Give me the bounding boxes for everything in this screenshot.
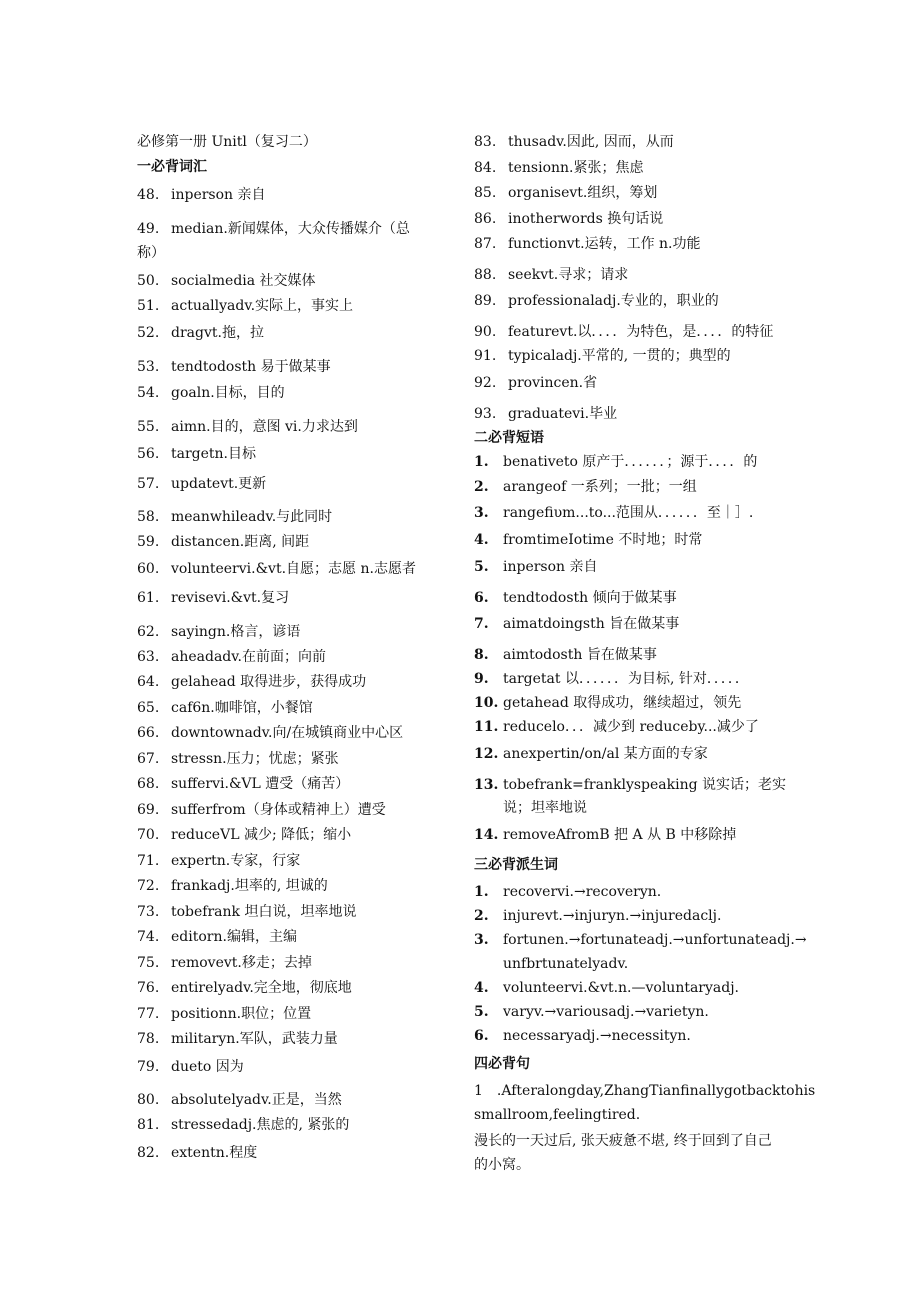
section-heading-derived: 三必背派生词 [474,857,558,873]
vocab-item: 60. volunteervi.&vt.自愿；志愿 n.志愿者 [137,561,416,577]
derived-item: 2. injurevt.→injuryn.→injuredaclj. [474,908,722,924]
derived-item: 3. fortunen.→fortunateadj.→unfortunateadj.→ [474,932,807,948]
vocab-item: 53. tendtodosth 易于做某事 [137,359,331,375]
vocab-item: 89. professionaladj.专业的，职业的 [474,293,719,309]
vocab-item-continuation: 称） [137,245,165,261]
vocab-item: 75. removevt.移走；去掉 [137,955,312,971]
vocab-item: 92. provincen.省 [474,375,598,391]
vocab-item: 81. stressedadj.焦虑的, 紧张的 [137,1117,350,1133]
section-heading-sentences: 四必背句 [474,1056,530,1072]
vocab-item: 74. editorn.编辑，主编 [137,929,297,945]
phrase-item: 3. rangefiυm...to...范围从．．．．．．至｜］. [474,505,754,521]
vocab-item: 83. thusadv.因此, 因而，从而 [474,134,674,150]
page-title: 必修第一册 Unitl（复习二） [137,134,317,150]
phrase-item: 13. tobefrank=franklyspeaking 说实话；老实 [474,777,787,793]
vocab-item: 57. updatevt.更新 [137,476,267,492]
vocab-item: 50. socialmedia 社交媒体 [137,273,316,289]
vocab-item: 77. positionn.职位；位置 [137,1006,312,1022]
vocab-item: 64. gelahead 取得进步，获得成功 [137,674,367,690]
sentence-english: 1 .Afteralongday,ZhangTianfinallygotbacktohis smallroom,feelingtired. [474,1083,816,1123]
phrase-item: 8. aimtodosth 旨在做某事 [474,647,657,663]
phrase-item: 11. reducelo．．．减少到 reduceby...减少了 [474,719,759,735]
vocab-item: 84. tensionn.紧张；焦虑 [474,160,644,176]
phrase-item: 1. benativeto 原产于．．．．．．；源于．．．．的 [474,454,758,470]
phrase-item: 9. targetat 以．．．．．．为目标, 针对．．．．． [474,671,749,687]
phrase-item-continuation: 说；坦率地说 [503,800,587,816]
vocab-item: 80. absolutelyadv.正是，当然 [137,1092,342,1108]
vocab-item: 73. tobefrank 坦白说，坦率地说 [137,904,357,920]
vocab-item: 65. caf6n.咖啡馆，小餐馆 [137,700,313,716]
section-heading-vocab: 一必背词汇 [137,159,207,175]
phrase-item: 6. tendtodosth 倾向于做某事 [474,590,677,606]
vocab-item: 69. sufferfrom（身体或精神上）遭受 [137,802,386,818]
vocab-item: 67. stressn.压力；忧虑；紧张 [137,751,339,767]
phrase-item: 12. anexpertin/on/al 某方面的专家 [474,746,708,762]
vocab-item: 87. functionvt.运转，工作 n.功能 [474,236,701,252]
vocab-item: 58. meanwhileadv.与此同时 [137,509,333,525]
vocab-item: 93. graduatevi.毕业 [474,406,618,422]
phrase-item: 4. fromtimeIotime 不时地；时常 [474,532,703,548]
vocab-item: 71. expertn.专家，行家 [137,853,301,869]
derived-item: 4. volunteervi.&vt.n.—voluntaryadj. [474,980,740,996]
phrase-item: 14. removeAfromB 把 A 从 B 中移除掉 [474,827,737,843]
vocab-item: 88. seekvt.寻求；请求 [474,267,629,283]
vocab-item: 59. distancen.距离, 间距 [137,534,310,550]
vocab-item: 49. median.新闻媒体，大众传播媒介（总 [137,221,410,237]
derived-item-continuation: unfbrtunatelyadv. [503,956,629,972]
vocab-item: 54. goaln.目标，目的 [137,385,285,401]
vocab-item: 61. revisevi.&vt.复习 [137,590,290,606]
vocab-item: 82. extentn.程度 [137,1145,258,1161]
phrase-item: 5. inperson 亲自 [474,559,598,575]
vocab-item: 66. downtownadv.向/在城镇商业中心区 [137,725,404,741]
vocab-item: 51. actuallyadv.实际上，事实上 [137,298,354,314]
vocab-item: 63. aheadadv.在前面；向前 [137,649,326,665]
vocab-item: 91. typicaladj.平常的, 一贯的；典型的 [474,348,731,364]
derived-item: 1. recovervi.→recoveryn. [474,884,662,900]
derived-item: 5. varyv.→variousadj.→varietyn. [474,1004,709,1020]
vocab-item: 48. inperson 亲自 [137,187,266,203]
vocab-item: 72. frankadj.坦率的, 坦诚的 [137,878,328,894]
sentence-chinese: 漫长的一天过后, 张天疲惫不堪, 终于回到了自己的小窝。 [474,1133,772,1173]
vocab-item: 70. reduceVL 减少; 降低；缩小 [137,827,352,843]
phrase-item: 7. aimatdoingsth 旨在做某事 [474,616,680,632]
vocab-item: 90. featurevt.以．．．．为特色，是．．．．的特征 [474,324,774,340]
derived-item: 6. necessaryadj.→necessityn. [474,1028,691,1044]
vocab-item: 62. sayingn.格言，谚语 [137,624,301,640]
vocab-item: 86. inotherwords 换句话说 [474,211,664,227]
vocab-item: 52. dragvt.拖，拉 [137,325,264,341]
section-heading-phrases: 二必背短语 [474,430,544,446]
vocab-item: 56. targetn.目标 [137,446,257,462]
phrase-item: 10. getahead 取得成功，继续超过，领先 [474,695,742,711]
vocab-item: 85. organisevt.组织，筹划 [474,185,658,201]
phrase-item: 2. arangeof 一系列；一批；一组 [474,479,697,495]
vocab-item: 79. dueto 因为 [137,1059,244,1075]
vocab-item: 55. aimn.目的，意图 vi.力求达到 [137,419,358,435]
vocab-item: 78. militaryn.军队，武装力量 [137,1031,338,1047]
vocab-item: 68. suffervi.&VL 遭受（痛苦） [137,776,350,792]
vocab-item: 76. entirelyadv.完全地，彻底地 [137,980,352,996]
